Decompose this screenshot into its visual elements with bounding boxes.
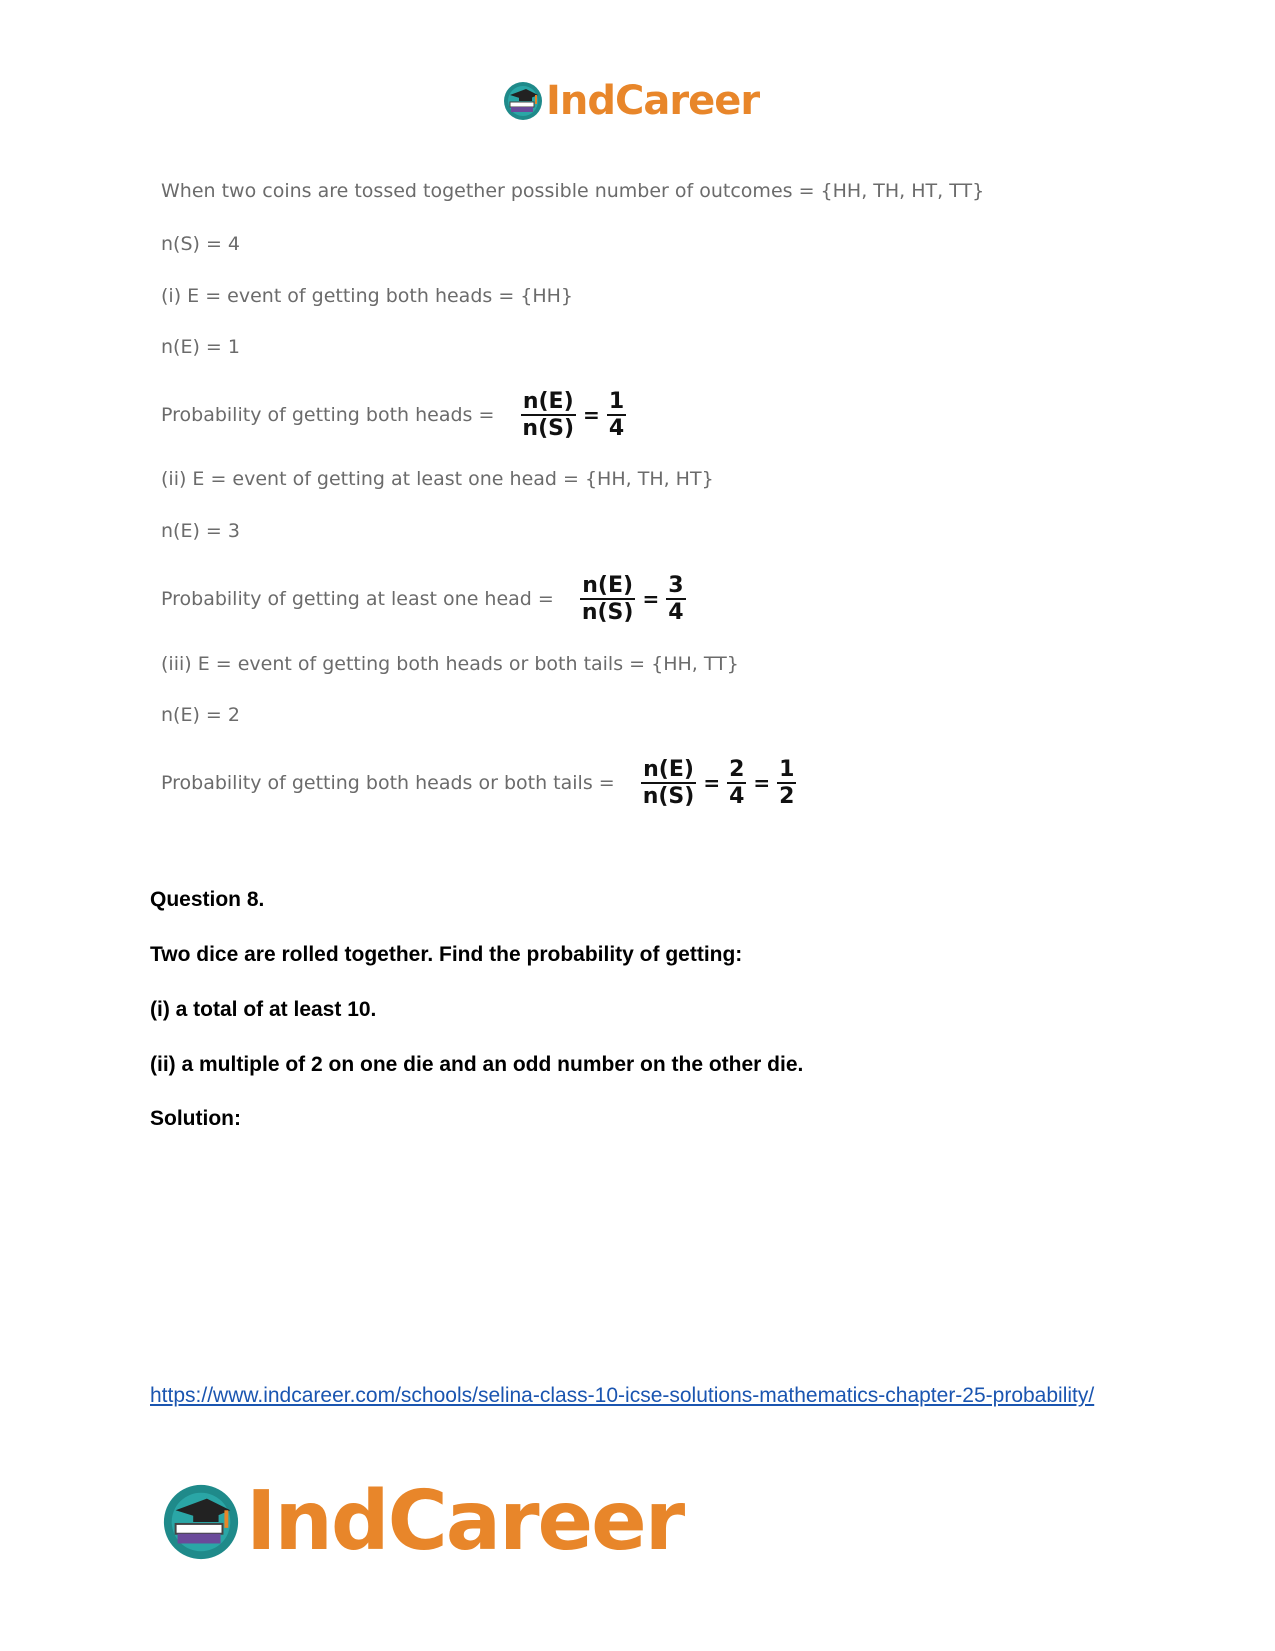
outcomes-line: When two coins are tossed together possible number of outcomes = {HH, TH, HT, TT} bbox=[161, 180, 985, 202]
fraction-nE-nS: $\frac{n(E)}{n(S)}$ bbox=[581, 573, 634, 626]
part2-probability-label: Probability of getting at least one head = bbox=[161, 588, 554, 611]
question-text: Two dice are rolled together. Find the probability of getting: bbox=[150, 943, 743, 966]
source-link[interactable]: https://www.indcareer.com/schools/selina-class-10-icse-solutions-mathematics-chapter-25-probability/ bbox=[150, 1384, 1095, 1407]
part3-event-count: n(E) = 2 bbox=[161, 704, 240, 726]
header-logo bbox=[502, 78, 759, 124]
fraction-nE-nS: $\frac{n(E)}{n(S)}$ bbox=[522, 389, 575, 442]
footer-logo bbox=[160, 1474, 683, 1569]
solution-label: Solution: bbox=[150, 1107, 241, 1130]
part2-event-count: n(E) = 3 bbox=[161, 520, 240, 542]
part2-event: (ii) E = event of getting at least one head = {HH, TH, HT} bbox=[161, 468, 714, 490]
part1-event: (i) E = event of getting both heads = {HH} bbox=[161, 285, 574, 307]
fraction-result: $\frac{1}{4}$ bbox=[608, 389, 625, 442]
part2-formula: $\frac{n(E)}{n(S)}$ = $\frac{3}{4}$ bbox=[581, 573, 684, 626]
question-title: Question 8. bbox=[150, 888, 265, 911]
part3-probability bbox=[161, 758, 796, 808]
fraction-intermediate: $\frac{2}{4}$ bbox=[729, 757, 745, 810]
part2-probability bbox=[161, 574, 686, 624]
part1-event-count: n(E) = 1 bbox=[161, 336, 240, 358]
part1-formula: $\frac{n(E)}{n(S)}$ = $\frac{1}{4}$ bbox=[522, 389, 625, 442]
sample-space-count: n(S) = 4 bbox=[161, 233, 241, 255]
brand-wordmark: IndCareer bbox=[246, 1474, 684, 1569]
question-part2: (ii) a multiple of 2 on one die and an odd number on the other die. bbox=[150, 1053, 804, 1076]
fraction-result: $\frac{1}{2}$ bbox=[779, 757, 795, 810]
fraction-nE-nS: $\frac{n(E)}{n(S)}$ bbox=[642, 757, 695, 810]
part3-probability-label: Probability of getting both heads or both tails = bbox=[161, 772, 615, 795]
graduation-cap-icon bbox=[160, 1481, 242, 1563]
graduation-cap-icon bbox=[502, 80, 544, 122]
brand-wordmark: IndCareer bbox=[546, 78, 760, 124]
part3-formula: $\frac{n(E)}{n(S)}$ = $\frac{2}{4}$ = $\frac{1}{2}$ bbox=[642, 757, 795, 810]
question-part1: (i) a total of at least 10. bbox=[150, 998, 377, 1021]
part3-event: (iii) E = event of getting both heads or both tails = {HH, TT} bbox=[161, 653, 739, 675]
fraction-result: $\frac{3}{4}$ bbox=[668, 573, 684, 626]
part1-probability-label: Probability of getting both heads = bbox=[161, 404, 495, 427]
part1-probability bbox=[161, 390, 626, 440]
